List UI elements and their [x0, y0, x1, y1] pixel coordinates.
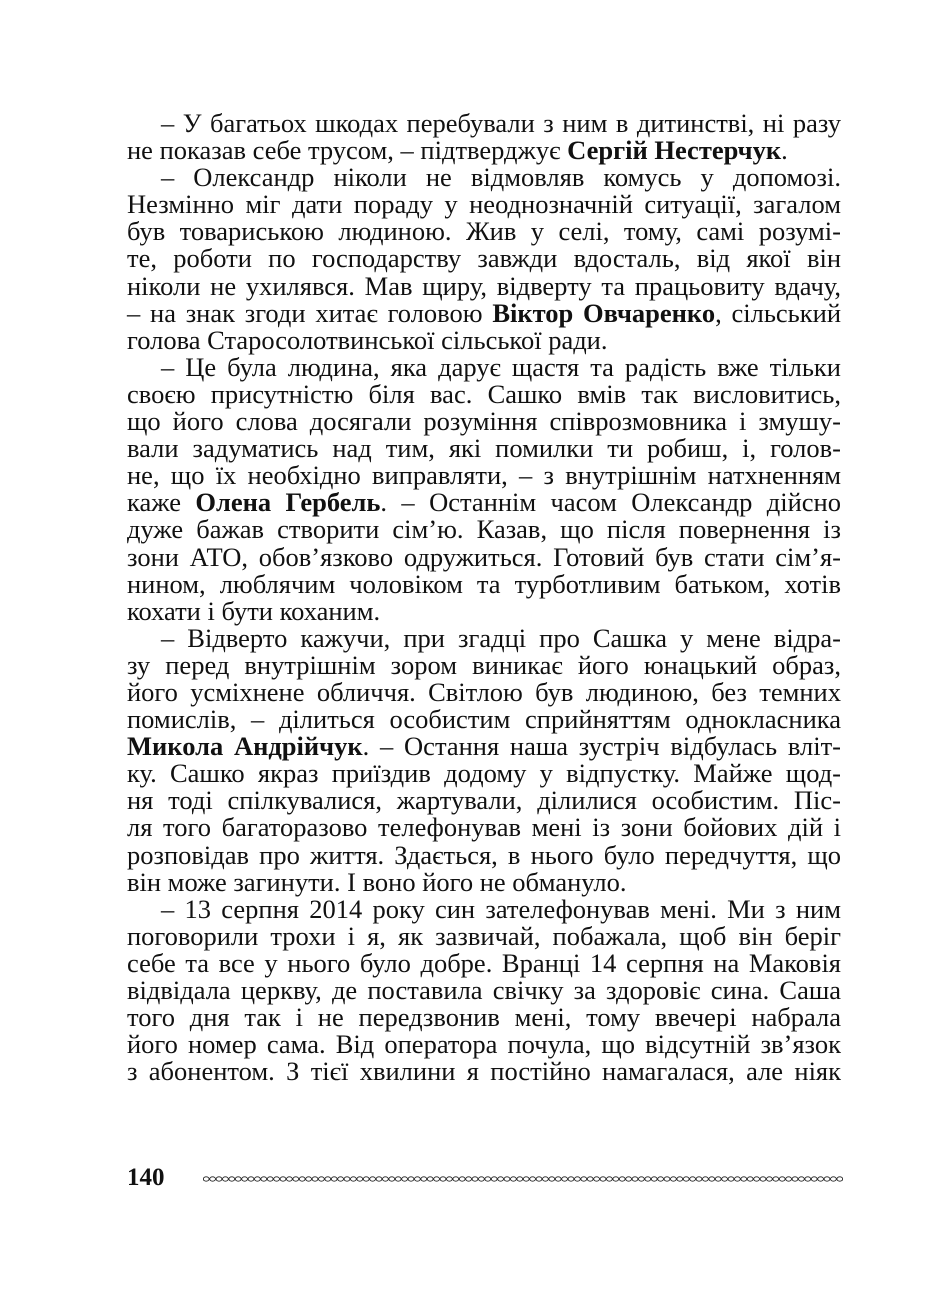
ornament-link	[626, 1177, 632, 1181]
ornament-link	[338, 1177, 344, 1181]
person-name: Сергій Нестерчук	[567, 135, 782, 166]
person-name: Віктор Овчаренко	[492, 297, 716, 328]
ornament-link	[613, 1177, 619, 1181]
ornament-link	[696, 1177, 702, 1181]
text-segment: він може загинути. І воно його не обмануло.	[127, 866, 627, 897]
text-segment: , сільський	[715, 297, 841, 328]
person-name: Олена Гербель	[195, 487, 381, 518]
text-line	[127, 568, 841, 599]
ornament-link	[581, 1177, 587, 1181]
ornament-link	[536, 1177, 542, 1181]
text-line	[127, 218, 841, 245]
ornament-link	[831, 1177, 837, 1181]
text-line	[127, 489, 841, 516]
ornament-link	[715, 1177, 721, 1181]
text-line	[127, 324, 841, 355]
ornament-link	[818, 1177, 824, 1181]
ornament-link	[280, 1177, 286, 1181]
ornament-link	[491, 1177, 497, 1181]
text-segment: відвідала церкву, де поставила свічку за здоровіє сина. Саша	[127, 975, 841, 1005]
text-segment: – на знак згоди хитає головою	[127, 297, 493, 328]
ornament-link	[351, 1177, 357, 1181]
text-line	[127, 408, 841, 435]
ornament-link	[664, 1177, 670, 1181]
text-line	[127, 787, 841, 814]
text-line	[127, 622, 841, 653]
ornament-link	[703, 1177, 709, 1181]
text-segment: його усміхнене обличчя. Світлою був людиною, без темних	[127, 676, 841, 707]
text-segment: кохати і бути коханим.	[127, 595, 381, 626]
ornament-link	[587, 1177, 593, 1181]
text-segment: каже	[127, 487, 196, 518]
ornament-link	[632, 1177, 638, 1181]
text-line	[127, 1004, 841, 1031]
ornament-link	[383, 1177, 389, 1181]
ornament-link	[792, 1177, 798, 1181]
text-line	[127, 164, 841, 191]
text-line	[127, 245, 841, 272]
text-segment: дуже бажав створити сім’ю. Казав, що після повернення із	[127, 514, 841, 545]
ornament-link	[549, 1177, 555, 1181]
text-segment: помислів, – ділиться особистим сприйняттям однокласника	[127, 704, 841, 735]
text-line	[127, 866, 841, 897]
ornament-link	[677, 1177, 683, 1181]
text-line	[127, 297, 841, 328]
ornament-link	[459, 1177, 465, 1181]
ornament-link	[760, 1177, 766, 1181]
text-segment: те, роботи по господарству завжди вдосталь, від якої він	[127, 243, 841, 274]
text-line	[127, 839, 841, 870]
ornament-link	[568, 1177, 574, 1181]
ornament-link	[389, 1177, 395, 1181]
text-line	[127, 1031, 841, 1058]
ornament-link	[312, 1177, 318, 1181]
ornament-link	[325, 1177, 331, 1181]
text-segment: . – Останнім часом Олександр дійсно	[380, 487, 841, 518]
ornament-link	[498, 1177, 504, 1181]
text-segment: – Це була людина, яка дарує щастя та радість вже тільки	[161, 351, 841, 382]
text-segment: ніколи не ухилявся. Мав щиру, відверту та працьовиту вдачу,	[127, 270, 841, 301]
ornament-link	[248, 1177, 254, 1181]
ornament-link	[235, 1177, 241, 1181]
ornament-link	[415, 1177, 421, 1181]
text-segment: нином, люблячим чоловіком та турботливим батьком, хотів	[127, 568, 841, 599]
text-segment: вали задуматись над тим, які помилки ти робиш, і, голов-	[127, 433, 841, 464]
text-segment: був товариською людиною. Жив у селі, тому, самі розумі-	[127, 216, 841, 247]
ornament-link	[722, 1177, 728, 1181]
ornament-link	[741, 1177, 747, 1181]
ornament-link	[466, 1177, 472, 1181]
ornament-link	[690, 1177, 696, 1181]
text-line	[127, 191, 841, 218]
ornament-link	[440, 1177, 446, 1181]
text-segment: що його слова досягали розуміння співрозмовника і змушу-	[127, 406, 841, 437]
ornament-link	[293, 1177, 299, 1181]
text-line	[127, 706, 841, 733]
text-segment: – У багатьох шкодах перебували з ним в дитинстві, ні разу	[161, 108, 841, 138]
ornament-link	[408, 1177, 414, 1181]
ornament-link	[555, 1177, 561, 1181]
ornament-link	[299, 1177, 305, 1181]
text-segment: зу перед внутрішнім зором виникає його юнацький образ,	[127, 649, 841, 680]
ornament-link	[747, 1177, 753, 1181]
ornament-link	[517, 1177, 523, 1181]
ornament-link	[261, 1177, 267, 1181]
text-segment: – Відверто кажучи, при згадці про Сашка у мене відра-	[161, 622, 841, 653]
ornament-link	[472, 1177, 478, 1181]
ornament-link	[562, 1177, 568, 1181]
text-line	[127, 676, 841, 707]
ornament-link	[447, 1177, 453, 1181]
ornament-link	[639, 1177, 645, 1181]
text-line	[127, 270, 841, 301]
ornament-link	[223, 1177, 229, 1181]
ornament-link	[619, 1177, 625, 1181]
text-line	[127, 516, 841, 543]
text-line	[127, 733, 841, 760]
ornament-link	[511, 1177, 517, 1181]
text-segment: своєю присутністю біля вас. Сашко вмів так висловитись,	[127, 378, 841, 409]
ornament-link	[344, 1177, 350, 1181]
ornament-link	[811, 1177, 817, 1181]
ornament-link	[805, 1177, 811, 1181]
ornament-link	[658, 1177, 664, 1181]
text-segment: поговорили трохи і я, як зазвичай, побажала, щоб він беріг	[127, 920, 841, 951]
text-segment: .	[781, 135, 788, 166]
ornament-link	[837, 1177, 843, 1181]
ornament-link	[594, 1177, 600, 1181]
ornament-link	[607, 1177, 613, 1181]
footer-ornament-line	[203, 1173, 843, 1185]
ornament-link	[683, 1177, 689, 1181]
ornament-link	[754, 1177, 760, 1181]
text-line	[127, 760, 841, 787]
ornament-link	[728, 1177, 734, 1181]
ornament-link	[427, 1177, 433, 1181]
text-segment: голова Старосолотвинської сільської ради.	[127, 324, 608, 355]
text-line	[127, 920, 841, 951]
text-segment: Незмінно міг дати пораду у неоднозначній ситуації, загалом	[127, 189, 841, 220]
ornament-link	[709, 1177, 715, 1181]
text-segment: . – Остання наша зустріч відбулась вліт-	[362, 731, 841, 762]
text-line	[127, 649, 841, 680]
text-segment: ля того багаторазово телефонував мені із зони бойових дій і	[127, 812, 841, 843]
person-name: Микола Андрійчук	[127, 731, 363, 762]
text-segment: розповідав про життя. Здається, в нього було передчуття, що	[127, 839, 841, 870]
text-segment: ня тоді спілкувалися, жартували, ділилися особистим. Піс-	[127, 785, 841, 816]
text-line	[127, 462, 841, 489]
ornament-link	[363, 1177, 369, 1181]
text-line	[127, 137, 841, 164]
text-segment: не, що їх необхідно виправляти, – з внутрішнім натхненням	[127, 460, 841, 491]
text-line	[127, 814, 841, 841]
ornament-link	[651, 1177, 657, 1181]
ornament-link	[543, 1177, 549, 1181]
ornament-link	[376, 1177, 382, 1181]
ornament-link	[523, 1177, 529, 1181]
text-line	[127, 893, 841, 924]
ornament-link	[453, 1177, 459, 1181]
ornament-link	[575, 1177, 581, 1181]
text-segment: з абонентом. З тієї хвилини я постійно намагалася, але ніяк	[127, 1056, 841, 1087]
text-line	[127, 977, 841, 1004]
text-segment: того дня так і не передзвонив мені, тому ввечері набрала	[127, 1002, 841, 1033]
ornament-link	[210, 1177, 216, 1181]
text-line	[127, 110, 841, 137]
ornament-link	[421, 1177, 427, 1181]
text-line	[127, 595, 841, 626]
ornament-link	[504, 1177, 510, 1181]
ornament-link	[671, 1177, 677, 1181]
ornament-link	[203, 1177, 209, 1181]
ornament-link	[485, 1177, 491, 1181]
ornament-link	[402, 1177, 408, 1181]
ornament-link	[267, 1177, 273, 1181]
text-segment: ку. Сашко якраз приїздив додому у відпустку. Майже щод-	[127, 758, 841, 789]
ornament-link	[395, 1177, 401, 1181]
text-line	[127, 378, 841, 409]
body-text	[127, 110, 841, 1085]
ornament-link	[216, 1177, 222, 1181]
ornament-link	[824, 1177, 830, 1181]
ornament-link	[319, 1177, 325, 1181]
text-segment: себе та все у нього було добре. Вранці 14 серпня на Маковія	[127, 947, 841, 978]
page-footer	[127, 1163, 843, 1193]
ornament-link	[773, 1177, 779, 1181]
ornament-link	[786, 1177, 792, 1181]
text-segment: – 13 серпня 2014 року син зателефонував мені. Ми з ним	[161, 893, 841, 924]
page-number: 140	[127, 1164, 165, 1191]
text-line	[127, 947, 841, 978]
ornament-link	[242, 1177, 248, 1181]
text-line	[127, 541, 841, 572]
text-line	[127, 351, 841, 382]
ornament-link	[799, 1177, 805, 1181]
text-segment: – Олександр ніколи не відмовляв комусь у допомозі.	[161, 162, 841, 193]
ornament-link	[370, 1177, 376, 1181]
ornament-link	[600, 1177, 606, 1181]
text-segment: не показав себе трусом, – підтверджує	[127, 135, 568, 166]
ornament-link	[287, 1177, 293, 1181]
text-segment: його номер сама. Від оператора почула, що відсутній зв’язок	[127, 1029, 841, 1060]
text-segment: зони АТО, обов’язково одружиться. Готовий був стати сім’я-	[127, 541, 841, 572]
ornament-link	[306, 1177, 312, 1181]
ornament-link	[479, 1177, 485, 1181]
ornament-link	[767, 1177, 773, 1181]
ornament-link	[357, 1177, 363, 1181]
ornament-link	[779, 1177, 785, 1181]
text-line	[127, 435, 841, 462]
ornament-link	[255, 1177, 261, 1181]
ornament-link	[434, 1177, 440, 1181]
ornament-link	[331, 1177, 337, 1181]
ornament-link	[274, 1177, 280, 1181]
ornament-link	[735, 1177, 741, 1181]
ornament-link	[530, 1177, 536, 1181]
text-line	[127, 1058, 841, 1085]
ornament-link	[229, 1177, 235, 1181]
ornament-link	[645, 1177, 651, 1181]
